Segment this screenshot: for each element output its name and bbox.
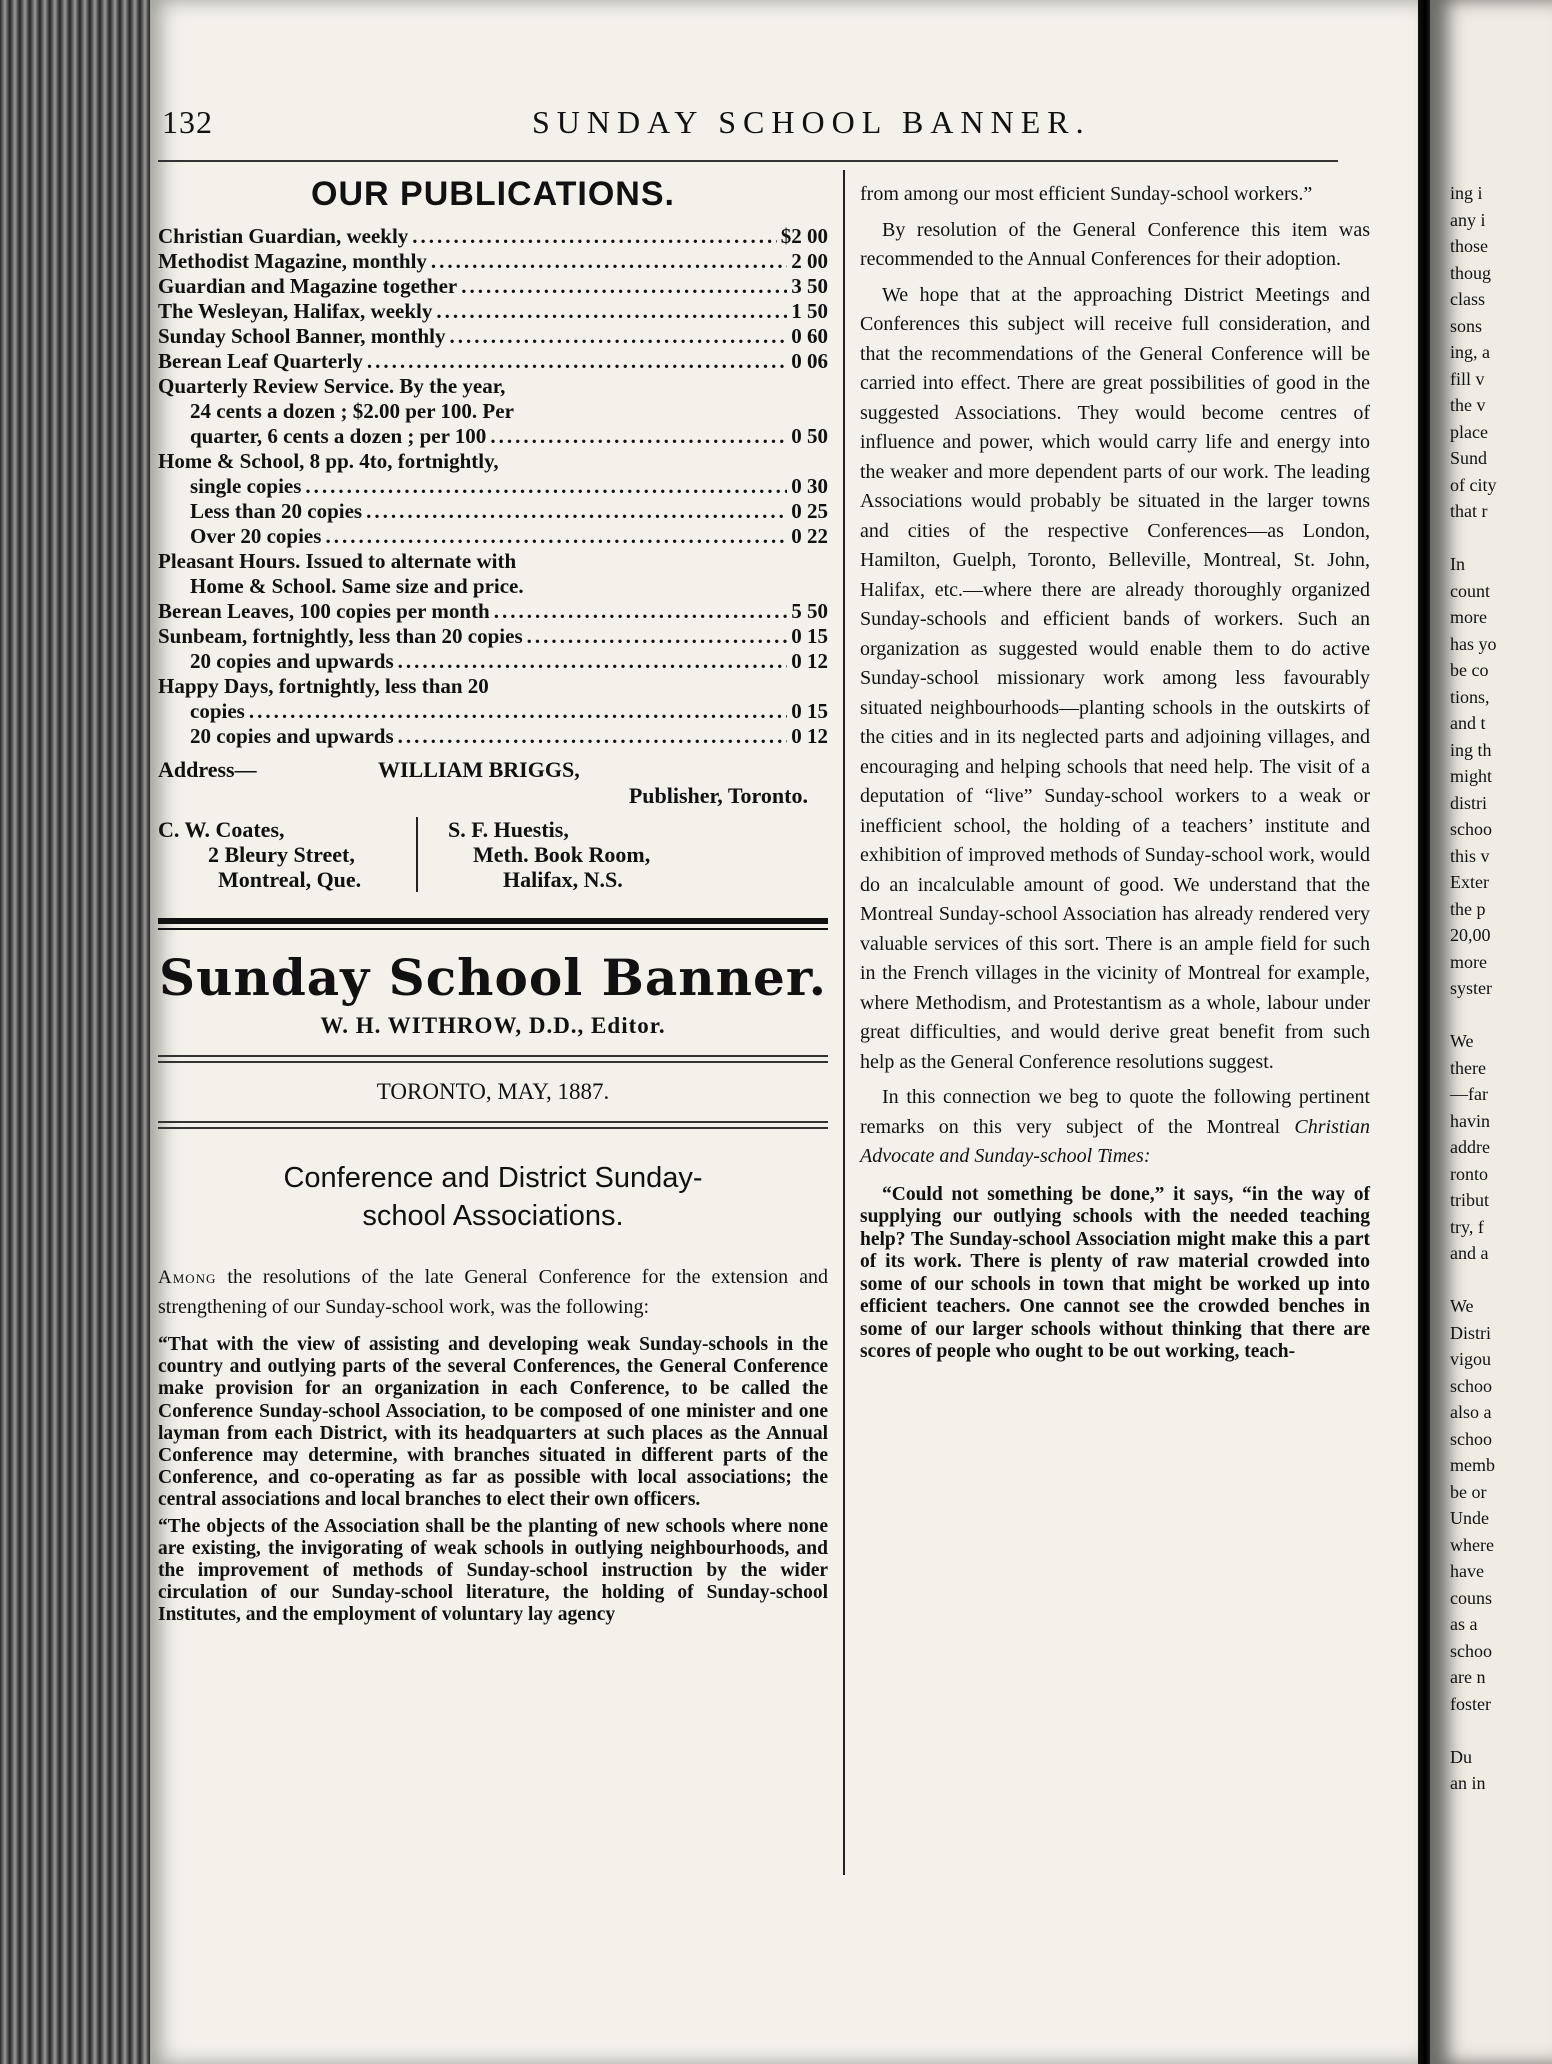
fragment-line: tribut bbox=[1450, 1190, 1489, 1210]
times-quote: “Could not something be done,” it says, “in the way of supplying our outlying schools with the needed teaching help? The Sunday-school Association might make this a part of its work. There is plenty of raw material crowded into some of our schools in town that might be worked up into efficient teachers. One cannot see the crowded benches in some of our larger schools without thinking that there are scores of people who ought to be out working, teach- bbox=[860, 1183, 1370, 1362]
fragment-line: there bbox=[1450, 1057, 1486, 1078]
fragment-line: an in bbox=[1450, 1773, 1486, 1793]
pub-row: Christian Guardian, weekly ..... $2 00 bbox=[158, 224, 828, 249]
fragment-line: vigou bbox=[1450, 1349, 1492, 1369]
publisher-location: Publisher, Toronto. bbox=[628, 783, 808, 808]
pub-row: Pleasant Hours. Issued to alternate with bbox=[158, 549, 517, 573]
fragment-line bbox=[1450, 1267, 1497, 1294]
pub-row: Over 20 copies ..... 0 22 bbox=[158, 524, 828, 549]
pub-row: Happy Days, fortnightly, less than 20 bbox=[158, 674, 489, 698]
article-intro: Among the resolutions of the late General Conference for the extension and strengthening of our Sunday-school work, was the following: bbox=[158, 1266, 828, 1318]
pub-row: 20 copies and upwards ..... 0 12 bbox=[158, 649, 828, 674]
next-page-fragments bbox=[1434, 180, 1497, 1797]
fragment-line: and a bbox=[1450, 1243, 1489, 1263]
fragment-line: We bbox=[1450, 1296, 1474, 1316]
header-rule bbox=[158, 160, 1338, 162]
fragment-line bbox=[1450, 525, 1497, 552]
article-paragraph: We hope that at the approaching District Meetings and Conferences this subject will receive full consideration, and that the recommendations of the General Conference will be carried into effect. There are great possibilities of good in the suggested Associations. They would become centres of influence and power, which would carry life and energy into the weaker and more dependent parts of our work. The leading Associations would probably be situated in the larger towns and cities of the respective Conferences—as London, Hamilton, Guelph, Toronto, Belleville, Montreal, St. John, Halifax, etc.—where there are already thoroughly organized Sunday-schools and efficient bands of workers. Such an organization as suggested would enable them to do active Sunday-school missionary work among less favourably situated neighbourhoods—planting schools in the outskirts of the cities and in its neglected parts and adjoining villages, and encouraging and helping schools that need help. The visit of a deputation of “live” Sunday-school workers to a weak or inefficient school, the holding of a teachers’ institute and exhibition of improved methods of Sunday-school work, would do an incalculable amount of good. We understand that the Montreal Sunday-school Association has already rendered very valuable services of this sort. There is an ample field for such in the French villages in the vicinity of Montreal for example, where Methodism, and Protestantism as a whole, labour under great difficulties, and would derive great benefit from such help as the General Conference resolutions suggest. bbox=[860, 283, 1370, 1073]
page-number: 132 bbox=[162, 104, 213, 140]
pub-row: Home & School. Same size and price. bbox=[190, 574, 524, 598]
fragment-line: schoo bbox=[1450, 819, 1492, 839]
fragment-line: foster bbox=[1450, 1693, 1491, 1714]
pub-row: Berean Leaves, 100 copies per month ..... 5 50 bbox=[158, 599, 828, 624]
fragment-line: tions, bbox=[1450, 686, 1490, 707]
fragment-line: this v bbox=[1450, 845, 1490, 866]
fragment-line: couns bbox=[1450, 1587, 1492, 1608]
fragment-line: ronto bbox=[1450, 1163, 1488, 1184]
pub-row: 24 cents a dozen ; $2.00 per 100. Per bbox=[190, 399, 514, 423]
fragment-line: more bbox=[1450, 607, 1487, 627]
right-column bbox=[860, 180, 1370, 1383]
fragment-line: Exter bbox=[1450, 872, 1489, 892]
address bbox=[158, 757, 828, 783]
pub-row: Home & School, 8 pp. 4to, fortnightly, bbox=[158, 449, 499, 473]
fragment-line: schoo bbox=[1450, 1375, 1492, 1396]
agents bbox=[158, 817, 828, 892]
fragment-line: sons bbox=[1450, 315, 1483, 336]
running-title: SUNDAY SCHOOL BANNER. bbox=[532, 104, 1091, 140]
fragment-line: schoo bbox=[1450, 1640, 1492, 1661]
fragment-line: try, f bbox=[1450, 1216, 1484, 1237]
fragment-line: have bbox=[1450, 1561, 1484, 1581]
address-label: Address— bbox=[158, 757, 257, 782]
pub-row: Sunbeam, fortnightly, less than 20 copies ..... 0 15 bbox=[158, 624, 828, 649]
editor-line: W. H. WITHROW, D.D., Editor. bbox=[320, 1013, 666, 1038]
fragment-line: addre bbox=[1450, 1137, 1490, 1157]
pub-row: Berean Leaf Quarterly ..... 0 06 bbox=[158, 349, 828, 374]
article-paragraph: By resolution of the General Conference this item was recommended to the Annual Conferences for their adoption. bbox=[860, 218, 1370, 270]
fragment-line: might bbox=[1450, 766, 1493, 786]
fragment-line: ing i bbox=[1450, 183, 1483, 203]
fragment-line: In bbox=[1450, 554, 1465, 574]
pub-row: Methodist Magazine, monthly ..... 2 00 bbox=[158, 249, 828, 274]
masthead-rule bbox=[158, 918, 828, 924]
fragment-line: 20,00 bbox=[1450, 925, 1491, 945]
fragment-line: place bbox=[1450, 421, 1488, 442]
fragment-line: and t bbox=[1450, 713, 1486, 733]
fragment-line: Distri bbox=[1450, 1322, 1492, 1343]
pub-row: Sunday School Banner, monthly ..... 0 60 bbox=[158, 324, 828, 349]
fragment-line: Unde bbox=[1450, 1508, 1489, 1528]
fragment-line: are n bbox=[1450, 1667, 1486, 1687]
fragment-line: of city bbox=[1450, 474, 1497, 495]
fragment-line: class bbox=[1450, 289, 1485, 309]
publications-heading: OUR PUBLICATIONS. bbox=[311, 175, 675, 213]
agent-halifax: S. F. Huestis, Meth. Book Room, Halifax, N.S. bbox=[448, 817, 651, 892]
fragment-line: has yo bbox=[1450, 633, 1497, 654]
fragment-line: Du bbox=[1450, 1746, 1472, 1767]
fragment-line: those bbox=[1450, 236, 1488, 256]
fragment-line: be co bbox=[1450, 660, 1489, 680]
resolution-quote-2: “The objects of the Association shall be the planting of new schools where none are existing, the invigorating of weak schools in outlying neighbourhoods, and the improvement of methods of Sunday-school instruction by the wider circulation of our Sunday-school literature, the holding of Sunday-school Institutes, and the employment of voluntary lay agency bbox=[158, 1515, 828, 1626]
resolution-quote-1: “That with the view of assisting and developing weak Sunday-schools in the country and outlying parts of the several Conferences, the General Conference make provision for an organization in each Conference, to be called the Conference Sunday-school Association, to be composed of one minister and one layman from each District, with its headquarters at such places as the Annual Conference may determine, with branches situated in different parts of the Conference, and co-operating as far as possible with local associations; the central associations and local branches to elect their own officers. bbox=[158, 1334, 828, 1511]
fragment-line: ing, a bbox=[1450, 342, 1490, 362]
left-column bbox=[158, 175, 828, 1627]
fragment-line: be or bbox=[1450, 1481, 1487, 1502]
fragment-line: as a bbox=[1450, 1614, 1478, 1634]
address-name: WILLIAM BRIGGS, bbox=[378, 757, 580, 782]
double-rule bbox=[158, 1055, 828, 1063]
masthead-rule-thin bbox=[158, 928, 828, 930]
pub-row: The Wesleyan, Halifax, weekly ..... 1 50 bbox=[158, 299, 828, 324]
article-paragraph: In this connection we beg to quote the following pertinent remarks on this very subject of the Montreal Christian Advocate and Sunday-school Times: bbox=[860, 1086, 1370, 1167]
pub-row: Guardian and Magazine together ..... 3 50 bbox=[158, 274, 828, 299]
fragment-line: syster bbox=[1450, 978, 1492, 998]
fragment-line: also a bbox=[1450, 1402, 1492, 1422]
fragment-line: distri bbox=[1450, 792, 1488, 813]
fragment-line: ing th bbox=[1450, 739, 1492, 760]
fragment-line: —far bbox=[1450, 1084, 1488, 1104]
running-head bbox=[162, 104, 1142, 144]
fragment-line: more bbox=[1450, 951, 1487, 972]
fragment-line: fill v bbox=[1450, 368, 1485, 389]
agent-montreal: C. W. Coates, 2 Bleury Street, Montreal, Que. bbox=[158, 817, 418, 892]
book-spine-edge bbox=[0, 0, 150, 2064]
fragment-line bbox=[1450, 1717, 1497, 1744]
publications-list bbox=[158, 224, 828, 749]
fragment-line bbox=[1450, 1002, 1497, 1029]
fragment-line: We bbox=[1450, 1031, 1474, 1051]
pub-row: Less than 20 copies ..... 0 25 bbox=[158, 499, 828, 524]
fragment-line: Sund bbox=[1450, 448, 1488, 468]
pub-row: copies ..... 0 15 bbox=[158, 699, 828, 724]
pub-row: quarter, 6 cents a dozen ; per 100 ..... 0 50 bbox=[158, 424, 828, 449]
pub-row: Quarterly Review Service. By the year, bbox=[158, 374, 506, 398]
dateline: TORONTO, MAY, 1887. bbox=[376, 1079, 610, 1104]
column-rule bbox=[843, 170, 845, 1875]
fragment-line: count bbox=[1450, 580, 1490, 601]
fragment-line: the p bbox=[1450, 898, 1486, 919]
fragment-line: havin bbox=[1450, 1110, 1490, 1131]
fragment-line: that r bbox=[1450, 501, 1488, 521]
pub-row: 20 copies and upwards ..... 0 12 bbox=[158, 724, 828, 749]
quote-continuation: from among our most efficient Sunday-school workers.” bbox=[860, 183, 1313, 205]
masthead-title: Sunday School Banner. bbox=[159, 948, 827, 1007]
fragment-line: memb bbox=[1450, 1455, 1495, 1475]
pub-row: single copies ..... 0 30 bbox=[158, 474, 828, 499]
fragment-line: schoo bbox=[1450, 1428, 1492, 1449]
fragment-line: any i bbox=[1450, 209, 1486, 230]
fragment-line: thoug bbox=[1450, 262, 1492, 283]
article-title: Conference and District Sunday- school Associations. bbox=[283, 1162, 703, 1232]
fragment-line: where bbox=[1450, 1534, 1494, 1555]
next-page-edge bbox=[1430, 0, 1552, 2064]
double-rule bbox=[158, 1121, 828, 1129]
fragment-line: the v bbox=[1450, 395, 1486, 415]
